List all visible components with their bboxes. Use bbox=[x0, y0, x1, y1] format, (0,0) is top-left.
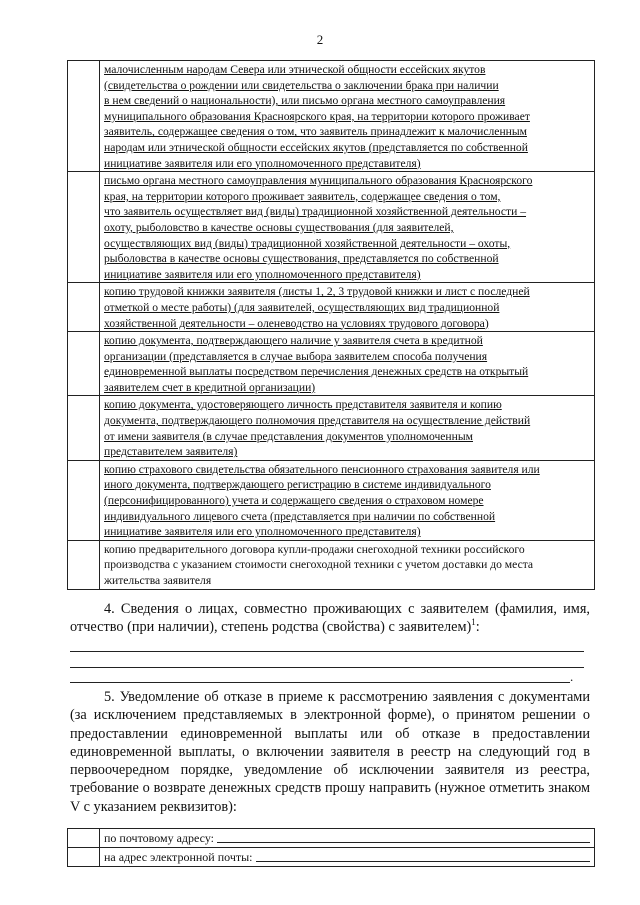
document-row bbox=[68, 460, 595, 540]
checkbox-cell[interactable] bbox=[68, 396, 100, 460]
document-row bbox=[68, 61, 595, 172]
cohabitants-line-2[interactable] bbox=[70, 667, 584, 668]
documents-table bbox=[67, 60, 595, 590]
cohabitants-end-mark: . bbox=[570, 669, 574, 684]
checkbox-cell[interactable] bbox=[68, 61, 100, 172]
postal-address-label: по почтовому адресу: bbox=[104, 831, 215, 845]
footnote-mark: 1 bbox=[471, 617, 476, 628]
delivery-options-table bbox=[67, 828, 595, 867]
section-4-cohabitants: 4. Сведения о лицах, совместно проживающих с заявителем (фамилия, имя, отчество (при наличии), степень родства (свойства) с заявителем)$^1$: bbox=[70, 601, 590, 636]
cohabitants-line-1[interactable] bbox=[70, 651, 584, 652]
document-row bbox=[68, 172, 595, 283]
delivery-option-postal bbox=[68, 829, 595, 848]
document-row bbox=[68, 540, 595, 589]
email-address-field[interactable] bbox=[256, 861, 591, 862]
document-description: копию трудовой книжки заявителя (листы 1, 2, 3 трудовой книжки и лист с последней отметкой о месте работы) (для заявителей, осуществляющих вид традиционной хозяйственной деятельности – оленеводство на условиях трудового договора) bbox=[100, 283, 595, 332]
section-5-notification: 5. Уведомление об отказе в приеме к рассмотрению заявления с документами (за исключением представляемых в электронной форме), о принятом решении о предоставлении единовременной выплаты или об отказе в предоставлении единовременной выплаты, о включении заявителя в реестр на следующий год в первоочередном порядке, уведомление об исключении заявителя из реестра, требование о возврате денежных средств прошу направить (нужное отметить знаком V с указанием реквизитов): bbox=[70, 689, 590, 815]
document-description: копию документа, подтверждающего наличие у заявителя счета в кредитной организации (представляется в случае выбора заявителем способа получения единовременной выплаты посредством перечисления денежных средств на открытый заявителем счет в кредитной организации) bbox=[100, 332, 595, 396]
document-row bbox=[68, 332, 595, 396]
checkbox-cell[interactable] bbox=[68, 332, 100, 396]
email-address-label: на адрес электронной почты: bbox=[104, 850, 253, 864]
checkbox-cell[interactable] bbox=[68, 540, 100, 589]
page-number: 2 bbox=[316, 32, 324, 47]
document-description: копию документа, удостоверяющего личность представителя заявителя и копию документа, подтверждающего полномочия представителя на осуществление действий от имени заявителя (в случае представления документов уполномоченным представителем заявителя) bbox=[100, 396, 595, 460]
document-description: письмо органа местного самоуправления муниципального образования Красноярского края, на территории которого проживает заявитель, содержащее сведения о том, что заявитель осуществляет вид (виды) традиционной хозяйственной деятельности – охоту, рыболовство в качестве основы существования (для заявителей, осуществляющих вид (виды) традиционной хозяйственной деятельности – охоты, рыболовства в качестве основы существования, представляется по собственной инициативе заявителя или его уполномоченного представителя) bbox=[100, 172, 595, 283]
document-description: копию предварительного договора купли-продажи снегоходной техники российского производства с указанием стоимости снегоходной техники с учетом доставки до места жительства заявителя bbox=[100, 540, 595, 589]
postal-address-field[interactable] bbox=[217, 842, 590, 843]
checkbox-cell[interactable] bbox=[68, 460, 100, 540]
document-row bbox=[68, 283, 595, 332]
document-description: копию страхового свидетельства обязательного пенсионного страхования заявителя или иного документа, подтверждающего регистрацию в системе индивидуального (персонифицированного) учета и содержащего сведения о страховом номере индивидуального лицевого счета (представляется при наличии по собственной инициативе заявителя или его уполномоченного представителя) bbox=[100, 460, 595, 540]
checkbox-cell[interactable] bbox=[68, 172, 100, 283]
checkbox-cell[interactable] bbox=[68, 283, 100, 332]
document-description: малочисленным народам Севера или этнической общности ессейских якутов (свидетельства о рождении или свидетельства о заключении брака при наличии в нем сведений о национальности), или письмо органа местного самоуправления муниципального образования Красноярского края, на территории которого проживает заявитель, содержащее сведения о том, что заявитель принадлежит к малочисленным народам или этнической общности ессейских якутов (представляется по собственной инициативе заявителя или его уполномоченного представителя) bbox=[100, 61, 595, 172]
email-checkbox-cell[interactable] bbox=[68, 848, 100, 867]
cohabitants-line-3[interactable] bbox=[70, 682, 570, 683]
document-row bbox=[68, 396, 595, 460]
delivery-option-email bbox=[68, 848, 595, 867]
postal-checkbox-cell[interactable] bbox=[68, 829, 100, 848]
